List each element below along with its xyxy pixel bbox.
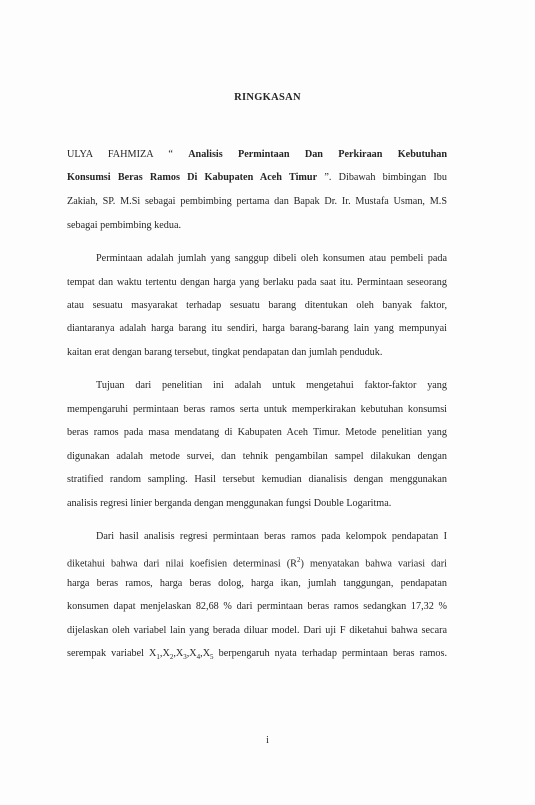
page-title: RINGKASAN: [234, 92, 301, 103]
paragraph-2-line-4: digunakan adalah metode survei, dan tehnik pengambilan sampel dilakukan dengan: [67, 451, 447, 462]
paragraph-3-line-2: [67, 553, 447, 571]
paragraph-1-line-4: diantaranya adalah harga barang itu sendiri, harga barang-barang lain yang mempunyai: [67, 323, 447, 334]
paragraph-1-line-3: atau sesuatu masyarakat terhadap sesuatu barang ditentukan oleh banyak faktor,: [67, 300, 447, 311]
p3-l6-text-b: berpengaruh nyata terhadap permintaan beras ramos.: [213, 648, 447, 659]
abstract-line-1: [67, 148, 447, 162]
paragraph-3-line-3: harga beras ramos, harga beras dolog, harga ikan, jumlah tanggungan, pendapatan: [67, 578, 447, 589]
subscript-2: 2: [169, 653, 174, 662]
subscript-5: 5: [210, 653, 214, 662]
paragraph-2-line-5: stratified random sampling. Hasil tersebut kemudian dianalisis dengan menggunakan: [67, 474, 447, 485]
comma-x-1: ,X: [159, 648, 170, 659]
comma-x-3: ,X: [186, 648, 197, 659]
p3-l2-text-a: diketahui bahwa dari nilai koefisien determinasi (R: [67, 558, 297, 570]
author-name: ULYA FAHMIZA: [67, 149, 153, 160]
r-squared-superscript: 2: [296, 556, 301, 564]
abstract-line-2: [67, 171, 447, 185]
paragraph-3-line-4: konsumen dapat menjelaskan 82,68 % dari permintaan beras ramos sedangkan 17,32 %: [67, 601, 447, 612]
comma-x-2: ,X: [173, 648, 184, 659]
advisor-intro: ”. Dibawah bimbingan Ibu: [317, 172, 447, 183]
paragraph-3-line-5: dijelaskan oleh variabel lain yang berada diluar model. Dari uji F diketahui bahwa secara: [67, 625, 447, 636]
open-quote: “: [168, 149, 173, 160]
p3-l2-text-b: ) menyatakan bahwa variasi dari: [300, 558, 447, 570]
paragraph-2-line-2: mempengaruhi permintaan beras ramos serta untuk memperkirakan kebutuhan konsumsi: [67, 404, 447, 415]
paragraph-1-line-1: Permintaan adalah jumlah yang sanggup dibeli oleh konsumen atau pembeli pada: [96, 253, 447, 264]
paragraph-1-line-2: tempat dan waktu tertentu dengan harga yang berlaku pada saat itu. Permintaan seseorang: [67, 277, 447, 288]
paragraph-3-line-6: [67, 647, 447, 664]
thesis-title-part-2: Konsumsi Beras Ramos Di Kabupaten Aceh Timur: [67, 172, 318, 183]
thesis-title-part-1: Analisis Permintaan Dan Perkiraan Kebutuhan: [188, 149, 448, 160]
paragraph-2-line-3: beras ramos pada masa mendatang di Kabupaten Aceh Timur. Metode penelitian yang: [67, 427, 447, 438]
subscript-3: 3: [183, 653, 187, 662]
paragraph-2-line-6: analisis regresi linier berganda dengan menggunakan fungsi Double Logaritma.: [67, 498, 392, 509]
comma-x-4: ,X: [200, 648, 211, 659]
abstract-line-4: sebagai pembimbing kedua.: [67, 220, 182, 231]
paragraph-1-line-5: kaitan erat dengan barang tersebut, tingkat pendapatan dan jumlah penduduk.: [67, 347, 383, 358]
paragraph-2-line-1: Tujuan dari penelitian ini adalah untuk mengetahui faktor-faktor yang: [96, 380, 447, 391]
abstract-line-3: Zakiah, SP. M.Si sebagai pembimbing pertama dan Bapak Dr. Ir. Mustafa Usman, M.S: [67, 196, 447, 207]
paragraph-3-line-1: Dari hasil analisis regresi permintaan beras ramos pada kelompok pendapatan I: [96, 531, 447, 542]
subscript-4: 4: [196, 653, 201, 662]
subscript-1: 1: [156, 653, 160, 662]
page-number: i: [266, 735, 269, 746]
p3-l6-text-a: serempak variabel X: [67, 648, 157, 659]
